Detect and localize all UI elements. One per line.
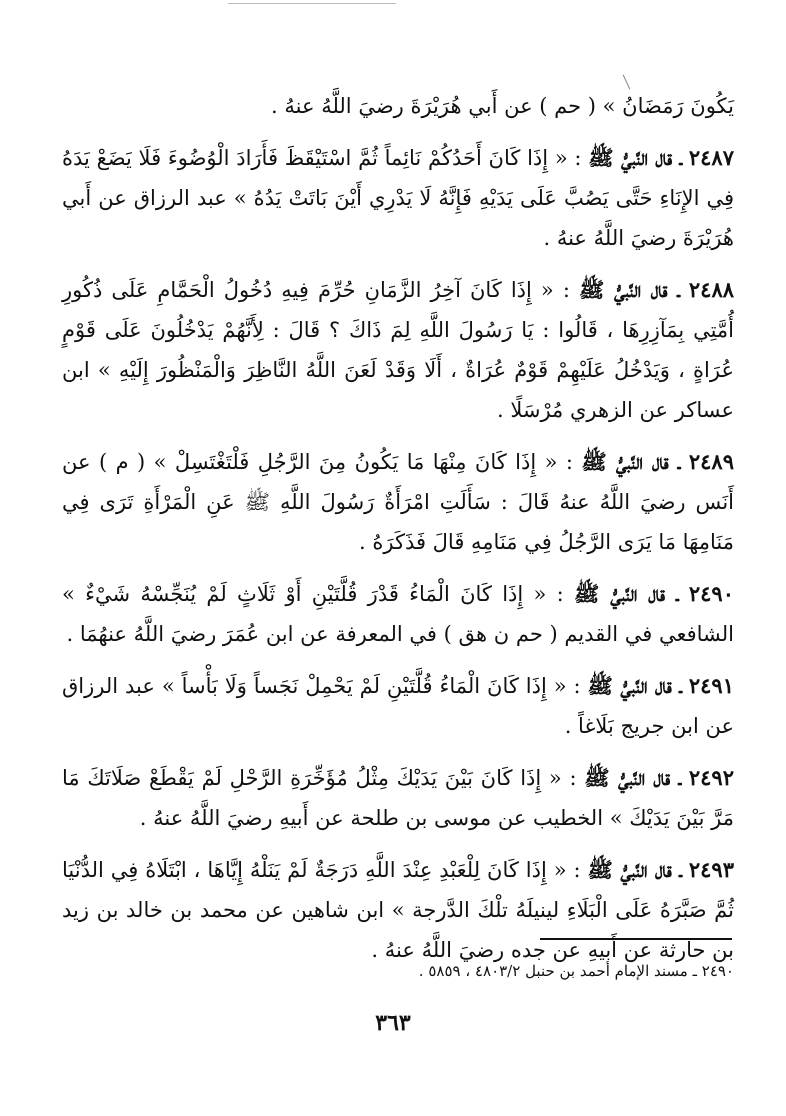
hadith-2488: ٢٤٨٨ ـ قال النَّبيُّ ﷺ : « إِذَا كَانَ آخِرُ الزَّمَانِ حُرِّمَ فِيهِ دُخُولُ الْحَمَّامِ عَلَى ذُكُورِ أُمَّتِي بِمَآزِرِهَا ، قَالُوا : يَا رَسُولَ اللَّهِ لِمَ ذَاكَ ؟ قَالَ : لِأَنَّهُمْ يَدْخُلُونَ عَلَى قَوْمٍ عُرَاةٍ ، وَيَدْخُلُ عَلَيْهِمْ قَوْمٌ عُرَاةٌ ، أَلَا وَقَدْ لَعَنَ اللَّهُ النَّاظِرَ وَالْمَنْظُورَ إِلَيْهِ » ابن عساكر عن الزهري مُرْسَلًا . [62, 277, 735, 422]
hadith-number: ٢٤٩٠ [688, 581, 734, 606]
hadith-content [62, 86, 734, 970]
hadith-number: ٢٤٨٧ [688, 145, 734, 170]
hadith-speaker: قال النَّبيُّ ﷺ [578, 277, 668, 302]
hadith-2490: ٢٤٩٠ ـ قال النَّبيُّ ﷺ : « إِذَا كَانَ الْمَاءُ قَدْرَ قُلَّتَيْنِ أَوْ ثَلَاثٍ لَمْ يُنَجِّسْهُ شَيْءٌ » الشافعي في القديم ( حم ن هق ) في المعرفة عن ابن عُمَرَ رضيَ اللَّهُ عنهُمَا . [62, 581, 734, 646]
top-scan-rule [228, 3, 396, 4]
hadith-text: : « إِذَا كَانَ لِلْعَبْدِ عِنْدَ اللَّهِ دَرَجَةٌ لَمْ يَنَلْهُ إِيَّاهَا ، ابْتَلَاهُ فِي الدُّنْيَا ثُمَّ صَبَّرَهُ عَلَى الْبَلَاءِ لينيلَهُ تلْكَ الدَّرجة » ابن شاهين عن محمد بن خالد بن زيد بن حارثة عن أَبيهِ عن جده رضيَ اللَّهُ عنهُ . [62, 858, 734, 962]
hadith-text: : « إِذَا كَانَ بَيْنَ يَدَيْكَ مِثْلُ مُؤَخِّرَةِ الرَّحْلِ لَمْ يَقْطَعْ صَلَاتَكَ مَا مَرَّ بَيْنَ يَدَيْكَ » الخطيب عن موسى بن طلحة عن أَبيهِ رضيَ اللَّهُ عنهُ . [62, 766, 734, 830]
footnote-divider [540, 938, 732, 940]
hadith-number: ٢٤٨٨ [688, 277, 735, 302]
hadith-number: ٢٤٩٢ [688, 765, 734, 790]
hadith-speaker: قال النَّبيُّ ﷺ [584, 765, 671, 790]
hadith-speaker: قال النَّبيُّ ﷺ [588, 145, 673, 170]
hadith-number: ٢٤٨٩ [688, 449, 734, 474]
hadith-2487: ٢٤٨٧ ـ قال النَّبيُّ ﷺ : « إِذَا كَانَ أَحَدُكُمْ نَائِماً ثُمَّ اسْتَيْقَظَ فَأَرَادَ الْوُضُوءَ فَلَا يَضَعْ يَدَهُ فِي الإِنَاءِ حَتَّى يَصُبَّ عَلَى يَدَيْهِ فَإِنَّهُ لَا يَدْرِي أَيْنَ بَاتَتْ يَدُهُ » عبد الرزاق عن أَبي هُرَيْرَةَ رضيَ اللَّهُ عنهُ . [62, 145, 734, 250]
hadith-2491: ٢٤٩١ ـ قال النَّبيُّ ﷺ : « إِذَا كَانَ الْمَاءُ قُلَّتَيْنِ لَمْ يَحْمِلْ نَجَساً وَلَا بَأْساً » عبد الرزاق عن ابن جريج بَلَاغاً . [62, 673, 734, 738]
hadith-speaker: قال النَّبيُّ ﷺ [581, 449, 669, 474]
hadith-2493: ٢٤٩٣ ـ قال النَّبيُّ ﷺ : « إِذَا كَانَ لِلْعَبْدِ عِنْدَ اللَّهِ دَرَجَةٌ لَمْ يَنَلْهُ إِيَّاهَا ، ابْتَلَاهُ فِي الدُّنْيَا ثُمَّ صَبَّرَهُ عَلَى الْبَلَاءِ لينيلَهُ تلْكَ الدَّرجة » ابن شاهين عن محمد بن خالد بن زيد بن حارثة عن أَبيهِ عن جده رضيَ اللَّهُ عنهُ . [62, 857, 734, 962]
hadith-speaker: قال النَّبيُّ ﷺ [587, 857, 672, 882]
hadith-text: : « إِذَا كَانَ الْمَاءُ قُلَّتَيْنِ لَمْ يَحْمِلْ نَجَساً وَلَا بَأْساً » عبد الرزاق عن ابن جريج بَلَاغاً . [62, 674, 734, 738]
hadith-text: : « إِذَا كَانَ آخِرُ الزَّمَانِ حُرِّمَ فِيهِ دُخُولُ الْحَمَّامِ عَلَى ذُكُورِ أُمَّتِي بِمَآزِرِهَا ، قَالُوا : يَا رَسُولَ اللَّهِ لِمَ ذَاكَ ؟ قَالَ : لِأَنَّهُمْ يَدْخُلُونَ عَلَى قَوْمٍ عُرَاةٍ ، وَيَدْخُلُ عَلَيْهِمْ قَوْمٌ عُرَاةٌ ، أَلَا وَقَدْ لَعَنَ اللَّهُ النَّاظِرَ وَالْمَنْظُورَ إِلَيْهِ » ابن عساكر عن الزهري مُرْسَلًا . [62, 278, 734, 422]
hadith-speaker: قال النَّبيُّ ﷺ [574, 581, 666, 606]
continuation-text: يَكُونَ رَمَضَانُ » ( حم ) عن أَبي هُرَيْرَةَ رضيَ اللَّهُ عنهُ . [271, 94, 734, 118]
hadith-2492: ٢٤٩٢ ـ قال النَّبيُّ ﷺ : « إِذَا كَانَ بَيْنَ يَدَيْكَ مِثْلُ مُؤَخِّرَةِ الرَّحْلِ لَمْ يَقْطَعْ صَلَاتَكَ مَا مَرَّ بَيْنَ يَدَيْكَ » الخطيب عن موسى بن طلحة عن أَبيهِ رضيَ اللَّهُ عنهُ . [62, 765, 734, 830]
hadith-number: ٢٤٩١ [688, 673, 734, 698]
hadith-speaker: قال النَّبيُّ ﷺ [587, 673, 672, 698]
hadith-2489: ٢٤٨٩ ـ قال النَّبيُّ ﷺ : « إِذَا كَانَ مِنْهَا مَا يَكُونُ مِنَ الرَّجُلِ فَلْتَغْتَسِلْ » ( م ) عن أَنَس رضيَ اللَّهُ عنهُ قَالَ : سَأَلَتِ امْرَأَةٌ رَسُولَ اللَّهِ ﷺ عَنِ الْمَرْأَةِ تَرَى فِي مَنَامِهَا مَا يَرَى الرَّجُلُ فِي مَنَامِهِ قَالَ فَذَكَرَهُ . [62, 449, 734, 554]
footnote: ٢٤٩٠ ـ مسند الإمام أحمد بن حنبل ٤٨٠٣/٢ ، ٥٨٥٩ . [418, 962, 734, 980]
page-number: ٣٦٣ [375, 1010, 411, 1036]
hadith-text: : « إِذَا كَانَ مِنْهَا مَا يَكُونُ مِنَ الرَّجُلِ فَلْتَغْتَسِلْ » ( م ) عن أَنَس رضيَ اللَّهُ عنهُ قَالَ : سَأَلَتِ امْرَأَةٌ رَسُولَ اللَّهِ ﷺ عَنِ الْمَرْأَةِ تَرَى فِي مَنَامِهَا مَا يَرَى الرَّجُلُ فِي مَنَامِهِ قَالَ فَذَكَرَهُ . [62, 450, 734, 554]
hadith-text: : « إِذَا كَانَ الْمَاءُ قَدْرَ قُلَّتَيْنِ أَوْ ثَلَاثٍ لَمْ يُنَجِّسْهُ شَيْءٌ » الشافعي في القديم ( حم ن هق ) في المعرفة عن ابن عُمَرَ رضيَ اللَّهُ عنهُمَا . [62, 582, 734, 646]
hadith-text: : « إِذَا كَانَ أَحَدُكُمْ نَائِماً ثُمَّ اسْتَيْقَظَ فَأَرَادَ الْوُضُوءَ فَلَا يَضَعْ يَدَهُ فِي الإِنَاءِ حَتَّى يَصُبَّ عَلَى يَدَيْهِ فَإِنَّهُ لَا يَدْرِي أَيْنَ بَاتَتْ يَدُهُ » عبد الرزاق عن أَبي هُرَيْرَةَ رضيَ اللَّهُ عنهُ . [62, 146, 734, 250]
hadith-number: ٢٤٩٣ [688, 857, 734, 882]
